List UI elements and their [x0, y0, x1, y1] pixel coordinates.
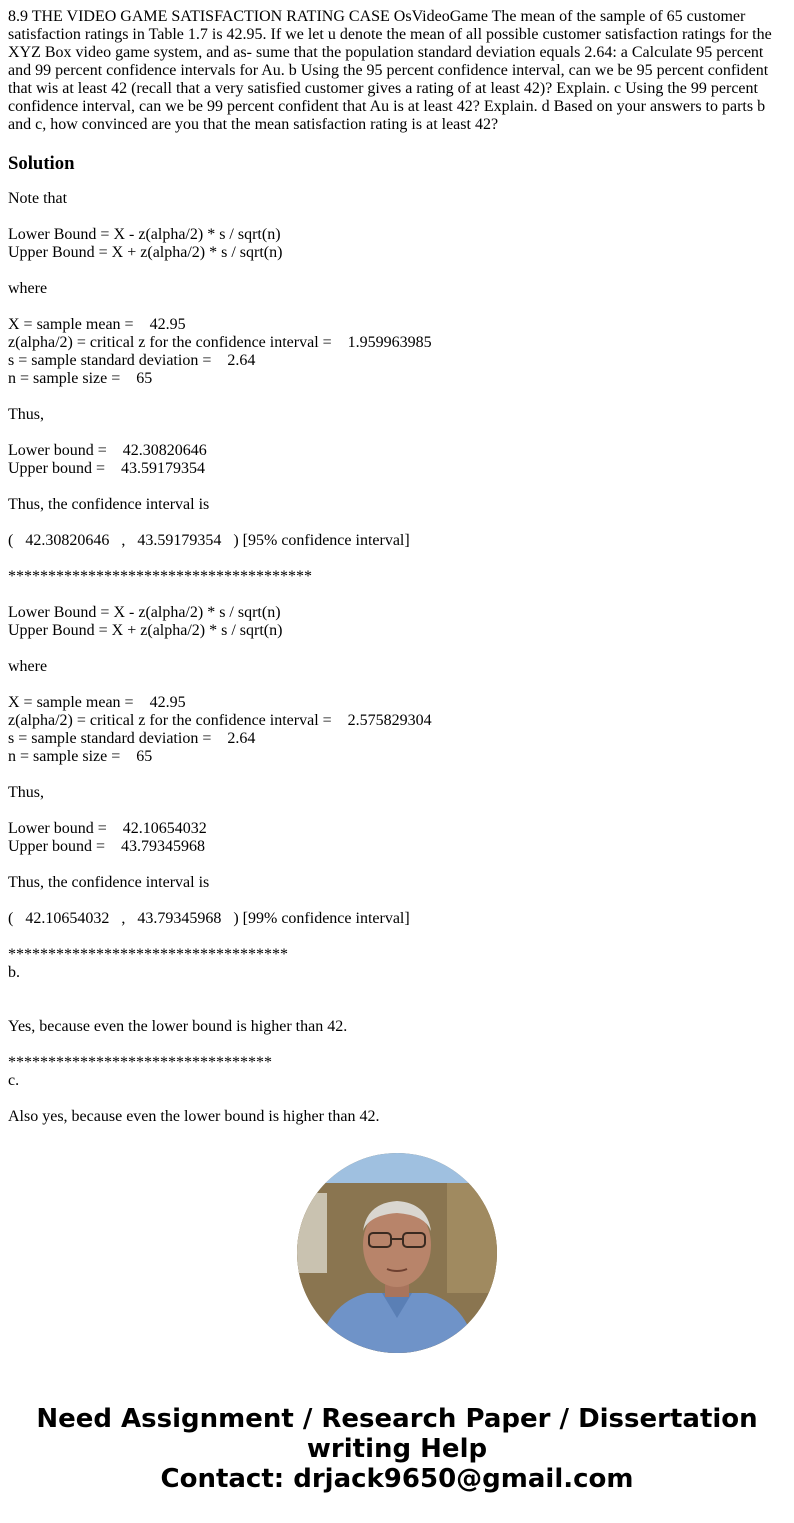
thus-label: Thus,	[8, 784, 44, 801]
question-text: 8.9 THE VIDEO GAME SATISFACTION RATING CASE OsVideoGame The mean of the sample of 65 customer satisfaction ratings in Table 1.7 is 42.95. If we let u denote the mean of all possible customer satisfaction ratings for the XYZ Box video game system, and as- sume that the population standard deviation equals 2.64: a Calculate 95 percent and 99 percent confidence intervals for Au. b Using the 95 percent confidence interval, can we be 95 percent confident that wis at least 42 (recall that a very satisfied customer gives a rating of at least 42)? Explain. c Using the 99 percent confidence interval, can we be 99 percent confident that Au is at least 42? Explain. d Based on your answers to parts b and c, how convinced are you that the mean satisfaction rating is at least 42?	[8, 8, 772, 133]
upper-bound-value: Upper bound = 43.79345968	[8, 838, 206, 855]
where-label: where	[8, 658, 48, 675]
sample-mean-line: X = sample mean = 42.95	[8, 694, 186, 711]
ci-intro: Thus, the confidence interval is	[8, 874, 210, 891]
lower-bound-value: Lower bound = 42.30820646	[8, 442, 207, 459]
promo-line-2: writing Help	[306, 1434, 488, 1464]
promo-banner	[0, 1404, 794, 1494]
lower-bound-formula: Lower Bound = X - z(alpha/2) * s / sqrt(n)	[8, 226, 281, 243]
ci-95-line: ( 42.30820646 , 43.59179354 ) [95% confidence interval]	[8, 532, 410, 549]
sample-mean-line: X = sample mean = 42.95	[8, 316, 186, 333]
promo-contact: Contact: drjack9650@gmail.com	[160, 1464, 634, 1494]
note-line: Note that	[8, 190, 68, 207]
separator: ***********************************	[8, 946, 288, 963]
separator: *********************************	[8, 1054, 272, 1071]
author-portrait-image	[297, 1153, 497, 1353]
ci-intro: Thus, the confidence interval is	[8, 496, 210, 513]
upper-bound-formula: Upper Bound = X + z(alpha/2) * s / sqrt(n)	[8, 244, 283, 261]
thus-label: Thus,	[8, 406, 44, 423]
upper-bound-value: Upper bound = 43.59179354	[8, 460, 206, 477]
sample-size-line: n = sample size = 65	[8, 370, 153, 387]
part-c-label: c.	[8, 1072, 20, 1089]
part-b-answer: Yes, because even the lower bound is higher than 42.	[8, 1018, 348, 1035]
std-dev-line: s = sample standard deviation = 2.64	[8, 730, 256, 747]
sample-size-line: n = sample size = 65	[8, 748, 153, 765]
part-c-answer: Also yes, because even the lower bound is higher than 42.	[8, 1108, 380, 1125]
upper-bound-formula: Upper Bound = X + z(alpha/2) * s / sqrt(n)	[8, 622, 283, 639]
solution-heading: Solution	[8, 153, 75, 174]
critical-z-line: z(alpha/2) = critical z for the confidence interval = 2.575829304	[8, 712, 432, 729]
solution-body	[8, 190, 786, 1126]
ci-99-line: ( 42.10654032 , 43.79345968 ) [99% confidence interval]	[8, 910, 410, 927]
separator: **************************************	[8, 568, 312, 585]
lower-bound-value: Lower bound = 42.10654032	[8, 820, 207, 837]
part-b-label: b.	[8, 964, 20, 981]
where-label: where	[8, 280, 48, 297]
std-dev-line: s = sample standard deviation = 2.64	[8, 352, 256, 369]
lower-bound-formula: Lower Bound = X - z(alpha/2) * s / sqrt(n)	[8, 604, 281, 621]
critical-z-line: z(alpha/2) = critical z for the confidence interval = 1.959963985	[8, 334, 432, 351]
promo-line-1: Need Assignment / Research Paper / Dissertation	[36, 1404, 758, 1434]
author-avatar	[297, 1153, 497, 1353]
